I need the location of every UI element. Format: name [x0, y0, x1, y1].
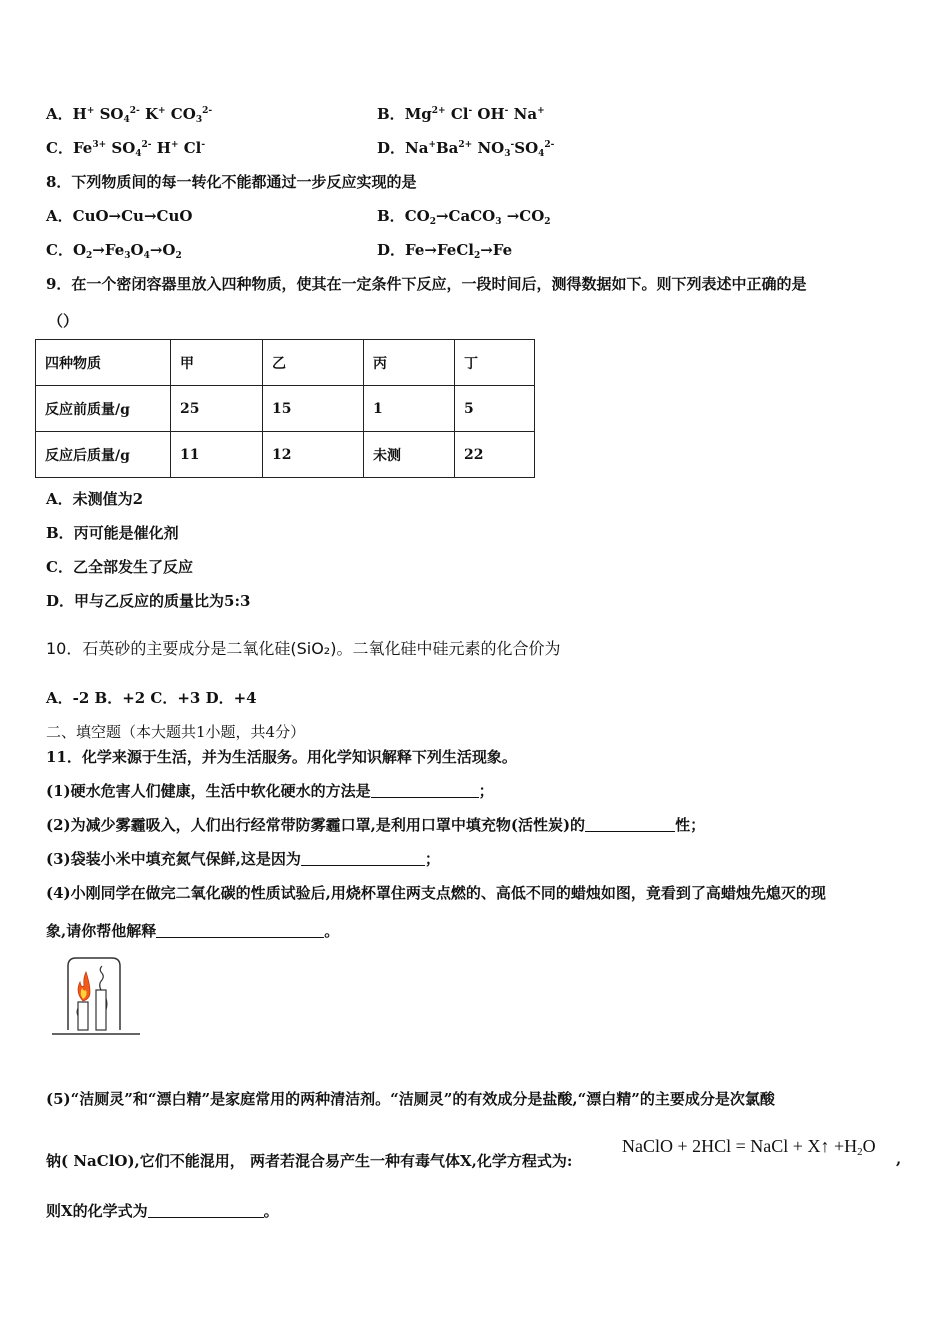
q10-options: A．-2 B．+2 C．+3 D．+4: [46, 689, 257, 707]
q7-option-c: C．$Fe^{3+}$ $SO_4^{2-}$ H+ Cl-: [46, 139, 206, 159]
table-header-cell: 四种物质: [36, 340, 171, 386]
q9-option-d: D．甲与乙反应的质量比为5:3: [46, 592, 251, 610]
section-heading: 二、填空题（本大题共1小题，共4分）: [46, 723, 306, 741]
candles-in-beaker-figure: [50, 952, 142, 1038]
equation-comma: ,: [896, 1150, 902, 1168]
table-cell: 22: [455, 432, 535, 478]
q10-stem: 10．石英砂的主要成分是二氧化硅(SiO₂)。二氧化硅中硅元素的化合价为: [46, 639, 561, 658]
q7-option-b: B．$Mg^{2+}$ Cl- OH- Na+: [377, 105, 545, 123]
q11-part2: (2)为减少雾霾吸入，人们出行经常带防雾霾口罩,是利用口罩中填充物(活性炭)的 性；: [46, 816, 706, 834]
q9-stem: 9．在一个密闭容器里放入四种物质，使其在一定条件下反应，一段时间后，测得数据如下。则下列表述中正确的是: [46, 275, 807, 293]
q11-part3: (3)袋装小米中填充氮气保鲜,这是因为 ；: [46, 850, 440, 868]
table-cell: 15: [263, 386, 364, 432]
table-cell: 未测: [364, 432, 455, 478]
q11-part1: (1)硬水危害人们健康，生活中软化硬水的方法是 ；: [46, 782, 494, 800]
q8-stem: 8．下列物质间的每一转化不能都通过一步反应实现的是: [46, 173, 417, 191]
q8-option-a: A．CuO→Cu→CuO: [46, 207, 193, 225]
q11-part4-line1: (4)小刚同学在做完二氧化碳的性质试验后,用烧杯罩住两支点燃的、高低不同的蜡烛如图，竟看到了高蜡烛先熄灭的现: [46, 884, 826, 902]
table-header-cell: 甲: [171, 340, 263, 386]
q8-option-c: C．$O_2\to Fe_3O_4\to O_2$: [46, 241, 182, 261]
answer-blank[interactable]: [301, 851, 425, 866]
q7-option-d: D．$Na^+Ba^{2+}$ $NO_3^-SO_4^{2-}$: [377, 139, 555, 159]
q11-part4-line2: 象,请你帮他解释 。: [46, 922, 340, 940]
answer-blank[interactable]: [371, 783, 479, 798]
answer-blank[interactable]: [585, 817, 675, 832]
table-cell: 25: [171, 386, 263, 432]
table-header-cell: 丁: [455, 340, 535, 386]
q8-option-d: D．Fe→FeCl$_2$→Fe: [377, 241, 513, 261]
q11-part5-line3: 则X的化学式为 。: [46, 1202, 279, 1220]
table-header-row: [36, 340, 535, 386]
table-row: [36, 432, 535, 478]
q8-option-b: B．$CO_2\to CaCO_3 \to CO_2$: [377, 207, 551, 227]
q7-option-a: A．H+ $SO_4^{2-}$ K+ $CO_3^{2-}$: [46, 105, 213, 125]
answer-blank[interactable]: [148, 1203, 264, 1218]
q9-paren: （）: [48, 312, 79, 330]
table-cell: 12: [263, 432, 364, 478]
q9-option-b: B．丙可能是催化剂: [46, 524, 179, 542]
table-cell: 1: [364, 386, 455, 432]
chemical-equation: NaClO + 2HCl = NaCl + X↑ $+H_2O$: [622, 1136, 876, 1158]
table-header-cell: 乙: [263, 340, 364, 386]
table-header-cell: 丙: [364, 340, 455, 386]
q11-part5-line1: (5)“洁厕灵”和“漂白精”是家庭常用的两种清洁剂。“洁厕灵”的有效成分是盐酸,“漂白精”的主要成分是次氯酸: [46, 1090, 775, 1108]
table-cell: 反应后质量/g: [36, 432, 171, 478]
q9-option-a: A．未测值为2: [46, 490, 144, 508]
q9-data-table: [35, 339, 535, 478]
table-cell: 11: [171, 432, 263, 478]
q11-stem: 11．化学来源于生活，并为生活服务。用化学知识解释下列生活现象。: [46, 748, 517, 766]
table-cell: 反应前质量/g: [36, 386, 171, 432]
table-cell: 5: [455, 386, 535, 432]
answer-blank[interactable]: [156, 923, 324, 938]
q11-part5-line2: 钠( NaClO),它们不能混用， 两者若混合易产生一种有毒气体X,化学方程式为:: [46, 1152, 573, 1170]
q9-option-c: C．乙全部发生了反应: [46, 558, 193, 576]
table-row: [36, 386, 535, 432]
